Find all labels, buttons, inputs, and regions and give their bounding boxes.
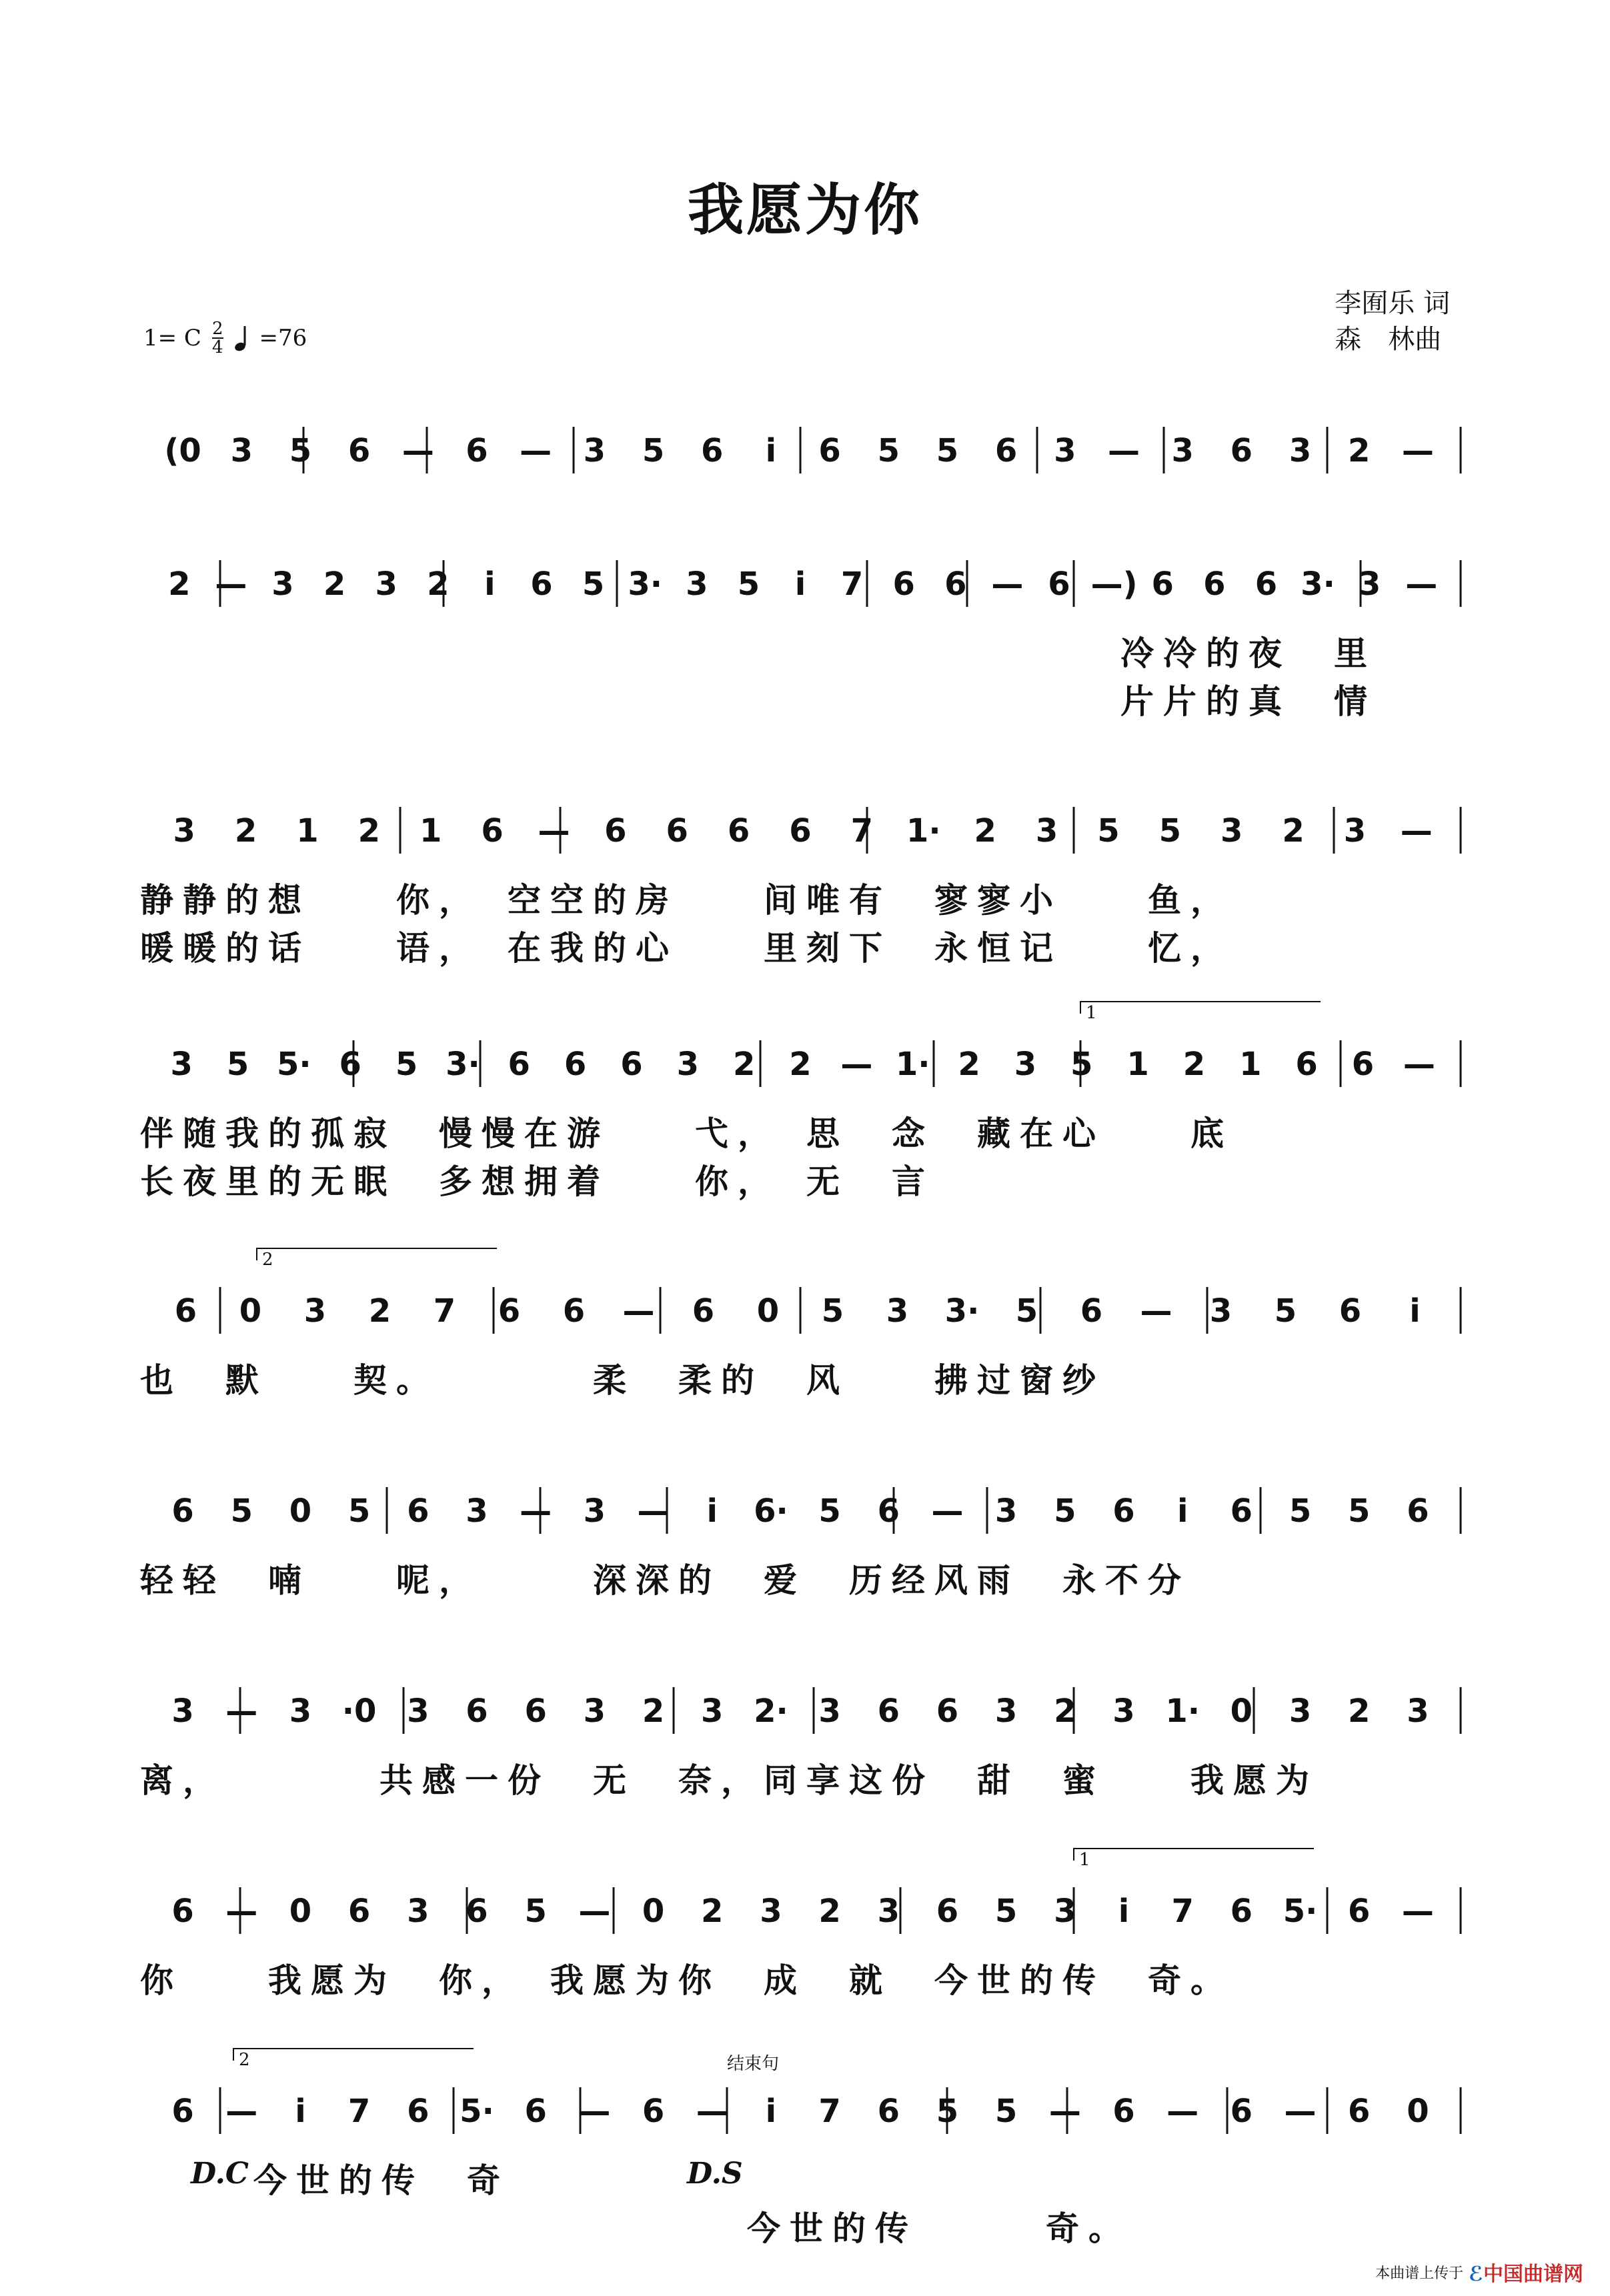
note: 6 [1203,565,1226,603]
note: 0 [1230,1692,1253,1730]
site-logo-text: 中国曲谱网 [1483,2263,1583,2286]
note: (0 [164,432,201,469]
note: 5 [226,1046,249,1083]
note: 6 [562,1292,586,1330]
note: 6 [944,565,967,603]
note: 2· [754,1692,788,1730]
note: 6 [1112,1492,1135,1530]
note: 3 [877,1893,900,1930]
tempo-value: =76 [259,325,307,351]
note: 1 [296,812,319,850]
note: 6 [407,2093,430,2130]
score-system [0,1487,1610,1660]
note: 5 [936,432,959,469]
note: 5· [1283,1893,1318,1930]
note: — [696,2093,728,2130]
note: 6 [701,432,724,469]
note: i [1176,1492,1188,1530]
note: 3 [1035,812,1058,850]
note: 3 [1358,565,1381,603]
note: 5 [582,565,605,603]
note: 1· [906,812,941,850]
score-system [0,560,1610,734]
note: 3 [407,1692,430,1730]
note: 0 [756,1292,780,1330]
note: 0 [239,1292,262,1330]
note: 6 [877,1492,900,1530]
note: — [1401,432,1434,469]
note: 5 [994,2093,1018,2130]
note: 7 [433,1292,456,1330]
note: 2 [701,1893,724,1930]
note: 6 [1230,2093,1253,2130]
footer [1375,2257,1583,2287]
score-system [0,2050,1610,2261]
score-system [0,807,1610,980]
site-logo-mark: ℰ [1469,2263,1483,2286]
note: 6 [508,1046,530,1083]
note: 3 [686,565,708,603]
note: 6 [1230,432,1253,469]
note: 5 [1348,1492,1371,1530]
note: 3 [170,1046,193,1083]
note: — [1400,812,1433,850]
volta-number: 1 [1086,1003,1097,1023]
volta-bracket [257,1248,497,1260]
score-system [0,1003,1610,1214]
note: — [1140,1292,1172,1330]
note: 6 [692,1292,715,1330]
composer: 森 林曲 [1335,324,1442,355]
note: 6 [604,812,627,850]
note: — [225,1692,258,1730]
note: 7 [347,2093,371,2130]
note: 3 [1220,812,1243,850]
note: 3 [701,1692,724,1730]
note: 2 [1348,1692,1371,1730]
note: — [578,2093,611,2130]
note: 3 [1171,432,1194,469]
key-signature: 1= C [143,325,201,351]
lyricist: 李囿乐 词 [1335,288,1450,319]
score-system [0,1850,1610,2061]
note: 5 [1097,812,1120,850]
note: 7 [818,2093,841,2130]
note: 0 [289,1893,312,1930]
note: — [622,1292,655,1330]
volta-number: 2 [262,1250,273,1270]
note: 3 [1289,1692,1312,1730]
note: 3 [407,1893,430,1930]
note: 0 [1407,2093,1429,2130]
note: 6 [407,1492,430,1530]
note: 6 [564,1046,587,1083]
time-signature-top: 2 [211,319,223,339]
note: 0 [642,1893,665,1930]
lyric-line: 暖暖的话 语， 在我的心 里刻下 永恒记 忆， [140,929,1233,968]
time-signature [212,320,223,356]
footer-text: 本曲谱上传于 [1375,2265,1464,2282]
note: 6 [171,2093,194,2130]
note: 3 [994,1692,1018,1730]
note: 2 [974,812,996,850]
note: i [295,2093,306,2130]
note: — [1166,2093,1199,2130]
lyric-line: 今世的传 奇。 [747,2209,1131,2248]
tempo-key-line [143,320,307,356]
note: 3 [271,565,294,603]
note: 5 [1289,1492,1312,1530]
note: i [765,2093,777,2130]
note: 6 [642,2093,665,2130]
note: 6 [171,1492,194,1530]
note: 2 [168,565,191,603]
note: 3· [944,1292,980,1330]
volta-number: 1 [1079,1850,1090,1870]
note: 6 [1112,2093,1135,2130]
note: 6 [1255,565,1278,603]
note: 5 [737,565,760,603]
note: 5 [1274,1292,1297,1330]
note: 3· [446,1046,480,1083]
note: 6 [466,1692,488,1730]
note: — [225,2093,258,2130]
note: 3 [303,1292,327,1330]
note: 6 [1230,1893,1253,1930]
lyric-line: 你 我愿为 你， 我愿为你 成 就 今世的传 奇。 [140,1961,1233,2000]
volta-number: 2 [239,2050,250,2070]
note: 2 [818,1893,841,1930]
note: 6 [171,1893,194,1930]
site-logo [1469,2257,1583,2287]
note: 5 [230,1492,253,1530]
score-system [0,1250,1610,1460]
time-signature-bottom: 4 [211,337,223,357]
note: 6 [666,812,688,850]
note: 2 [368,1292,391,1330]
note: 3 [994,1492,1018,1530]
note: — [931,1492,964,1530]
lyric-line: 伴随我的孤寂 慢慢在游 弋， 思 念 藏在心 底 [140,1114,1233,1153]
note: 3 [1112,1692,1135,1730]
note: 6 [524,2093,547,2130]
note: 6 [347,432,371,469]
note: 6 [1230,1492,1253,1530]
note: 6 [892,565,915,603]
note: 3 [289,1692,312,1730]
note: 5 [395,1046,418,1083]
note: 5 [347,1492,371,1530]
note: — [991,565,1024,603]
note: 1· [1165,1692,1200,1730]
note: 3 [583,1692,606,1730]
note: 6 [1048,565,1070,603]
note: 2 [1182,1046,1206,1083]
note: 3 [1407,1692,1429,1730]
note: 5 [818,1492,841,1530]
note: i [484,565,496,603]
note: 2 [234,812,257,850]
note: — [538,812,570,850]
note: 6 [877,1692,900,1730]
note: 3 [886,1292,909,1330]
note: 5 [994,1893,1018,1930]
note: 3 [1209,1292,1233,1330]
note: 2 [1054,1692,1076,1730]
note: 5 [877,432,900,469]
note: i [765,432,777,469]
note: 6 [727,812,750,850]
note: 6 [620,1046,643,1083]
note: — [578,1893,611,1930]
note: 6 [1348,2093,1371,2130]
note: 6 [481,812,504,850]
note: 7 [840,565,864,603]
note: 7 [850,812,874,850]
lyric-line: 轻轻 喃 呢， 深深的 爱 历经风雨 永不分 [140,1561,1190,1600]
note: 3 [676,1046,699,1083]
note: 2 [323,565,346,603]
note: 5 [1054,1492,1076,1530]
note: 3 [760,1893,782,1930]
note: 5 [642,432,665,469]
note: 6 [818,432,841,469]
note: — [637,1492,670,1530]
score-system [0,1687,1610,1861]
note: 2 [1282,812,1305,850]
note: 2 [427,565,450,603]
volta-bracket [1080,1002,1321,1014]
note: — [1048,2093,1081,2130]
note: 6 [1295,1046,1318,1083]
note: 1 [1126,1046,1149,1083]
note: 3 [375,565,397,603]
note: 1 [1239,1046,1262,1083]
note: 3 [171,1692,194,1730]
lyric-line: 长夜里的无眠 多想拥着 你， 无 言 [140,1162,934,1201]
note: — [215,565,247,603]
note: 2 [642,1692,665,1730]
note: 2 [357,812,381,850]
note: 3 [1343,812,1367,850]
note: 6 [789,812,812,850]
note: 6 [1151,565,1174,603]
note: 6 [174,1292,197,1330]
note: 3 [1014,1046,1037,1083]
note: 6 [1339,1292,1362,1330]
note: 6 [1080,1292,1103,1330]
lyric-line: 今世的传 奇 [253,2161,510,2200]
note: 6 [936,1692,959,1730]
note: 6 [466,432,488,469]
note: i [794,565,806,603]
note: — [401,432,434,469]
note: 5 [524,1893,547,1930]
lyric-line: 离， 共感一份 无 奈，同享这份 甜 蜜 我愿为 [140,1761,1319,1800]
note: 6 [877,2093,900,2130]
note: 5 [936,2093,959,2130]
note: 3 [1289,432,1312,469]
note: — [1405,565,1438,603]
note: 5 [1015,1292,1038,1330]
note: i [706,1492,718,1530]
navigation-mark: D.C [191,2157,249,2191]
note: 3 [583,1492,606,1530]
note: i [1409,1292,1421,1330]
note: 7 [1171,1893,1194,1930]
lyric-line: 也 默 契。 柔 柔的 风 拂过窗纱 [140,1361,1105,1400]
note: 1· [895,1046,930,1083]
note: 3 [230,432,253,469]
note: — [225,1893,258,1930]
note: 6 [524,1692,547,1730]
note: i [1118,1893,1130,1930]
note: 3 [466,1492,488,1530]
lyric-line: 静静的想 你， 空空的房 间唯有 寥寥小 鱼， [140,881,1233,920]
note: 6 [1348,1893,1371,1930]
note: 6· [754,1492,788,1530]
note: — [520,1492,552,1530]
note: 6 [466,1893,488,1930]
note: 6 [994,432,1018,469]
note: 3· [628,565,662,603]
note: 6 [530,565,553,603]
lyric-line: 片片的真 情 [1120,682,1377,721]
note: ·0 [341,1692,377,1730]
note: 3 [1054,1893,1076,1930]
lyric-line: 冷冷的夜 里 [1120,634,1377,673]
note: 0 [289,1492,312,1530]
note: — [1284,2093,1317,2130]
quarter-note-icon [234,325,249,351]
note: 3· [1301,565,1335,603]
song-title: 我愿为你 [687,177,922,243]
ending-label: 结束句 [727,2054,780,2074]
note: — [1401,1893,1434,1930]
note: 2 [1348,432,1371,469]
note: 6 [1407,1492,1429,1530]
note: 2 [732,1046,756,1083]
note: — [1108,432,1140,469]
note: 5 [1158,812,1181,850]
note: 6 [498,1292,521,1330]
note: 3 [818,1692,841,1730]
note: 3 [583,432,606,469]
note: 5· [460,2093,494,2130]
note: — [840,1046,873,1083]
note: —) [1090,565,1138,603]
note: 2 [958,1046,980,1083]
note: — [520,432,552,469]
note: 6 [347,1893,371,1930]
note: 5 [289,432,312,469]
navigation-mark: D.S [687,2157,743,2191]
note: 1 [420,812,442,850]
note: 6 [339,1046,361,1083]
note: — [1403,1046,1435,1083]
note: 5· [277,1046,311,1083]
note: 6 [936,1893,959,1930]
note: 6 [1351,1046,1375,1083]
note: 2 [789,1046,812,1083]
note: 5 [821,1292,844,1330]
note: 3 [173,812,195,850]
note: 5 [1070,1046,1093,1083]
credits [1335,285,1450,357]
note: 3 [1054,432,1076,469]
